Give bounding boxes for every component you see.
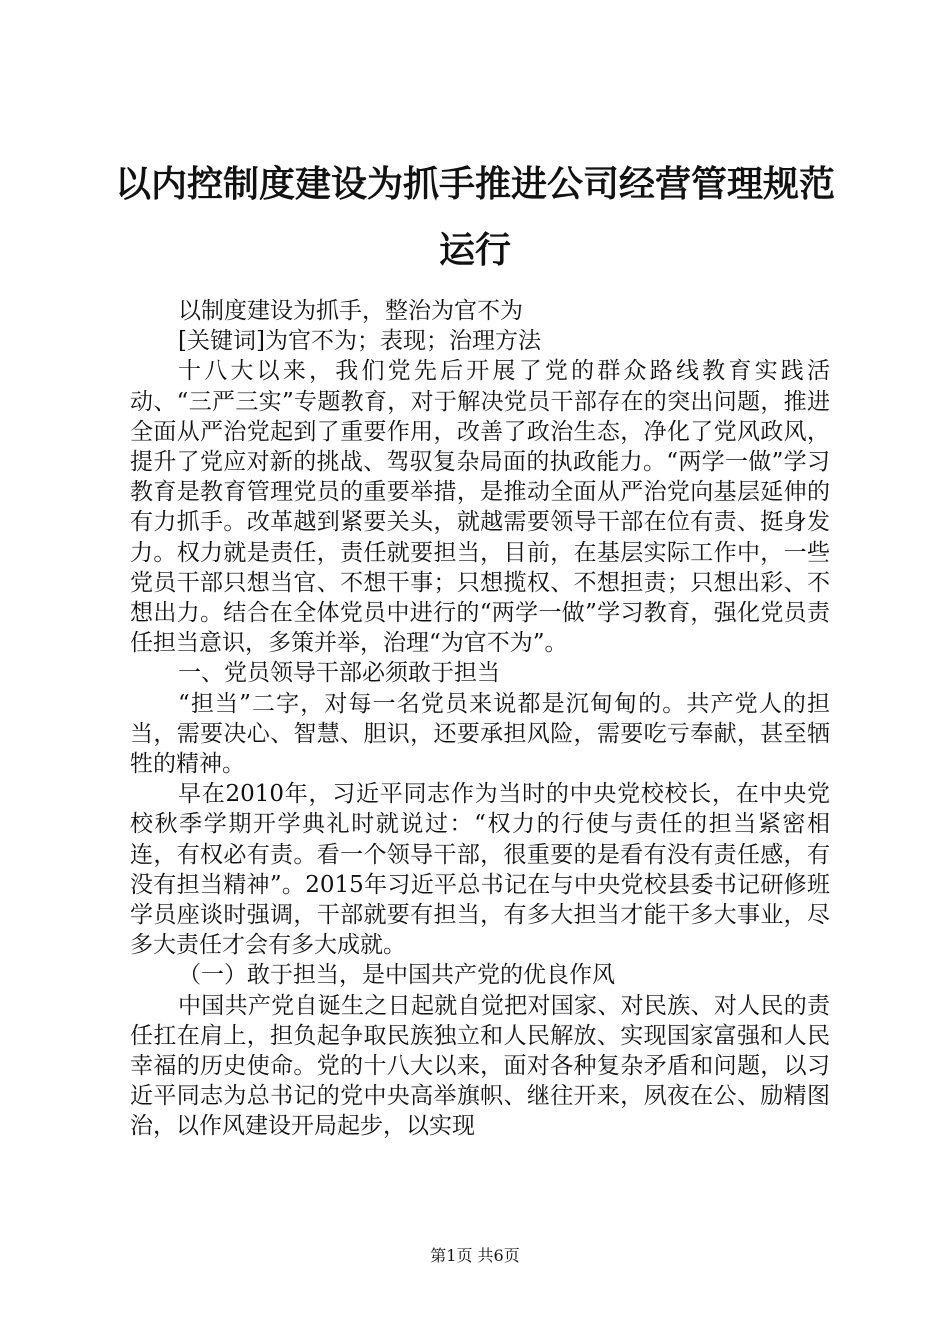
- section-heading: 一、党员领导干部必须敢于担当: [178, 660, 500, 687]
- document-title-line-1: 以内控制度建设为抓手推进公司经营管理规范: [114, 163, 835, 205]
- page-number-footer: 第1页 共6页: [430, 1246, 520, 1265]
- body-paragraph: 中国共产党自诞生之日起就自觉把对国家、对民族、对人民的责任扛在肩上，担负起争取民族独立和人民解放、实现国家富强和人民幸福的历史使命。党的十八大以来，面对各种复杂矛盾和问题，以习近平同志为总书记的党中央高举旗帜、继往开来，夙夜在公、励精图治，以作风建设开局起步，以实现: [130, 992, 830, 1140]
- subsection-heading: （一）敢于担当，是中国共产党的优良作风: [178, 962, 615, 989]
- document-title-line-2: 运行: [438, 229, 511, 271]
- body-paragraph: 早在2010年，习近平同志作为当时的中央党校校长，在中央党校秋季学期开学典礼时就说过：“权力的行使与责任的担当紧密相连，有权必有责。看一个领导干部，很重要的是看有没有责任感，有没有担当精神”。2015年习近平总书记在与中央党校县委书记研修班学员座谈时强调，干部就要有担当，有多大担当才能干多大事业，尽多大责任才会有多大成就。: [130, 781, 830, 959]
- keywords-paragraph: [关键词]为官不为；表现；治理方法: [178, 328, 541, 355]
- subtitle-paragraph: 以制度建设为抓手，整治为官不为: [178, 298, 523, 324]
- body-paragraph: “担当”二字，对每一名党员来说都是沉甸甸的。共产党人的担当，需要决心、智慧、胆识，还要承担风险，需要吃亏奉献，甚至牺牲的精神。: [130, 690, 830, 778]
- document-body: [130, 296, 830, 1142]
- body-paragraph: 十八大以来，我们党先后开展了党的群众路线教育实践活动、“三严三实”专题教育，对于解决党员干部存在的突出问题，推进全面从严治党起到了重要作用，改善了政治生态，净化了党风政风，提升了党应对新的挑战、驾驭复杂局面的执政能力。“两学一做”学习教育是教育管理党员的重要举措，是推动全面从严治党向基层延伸的有力抓手。改革越到紧要关头，就越需要领导干部在位有责、挺身发力。权力就是责任，责任就要担当，目前，在基层实际工作中，一些党员干部只想当官、不想干事；只想揽权、不想担责；只想出彩、不想出力。结合在全体党员中进行的“两学一做”学习教育，强化党员责任担当意识，多策并举，治理“为官不为”。: [130, 358, 830, 657]
